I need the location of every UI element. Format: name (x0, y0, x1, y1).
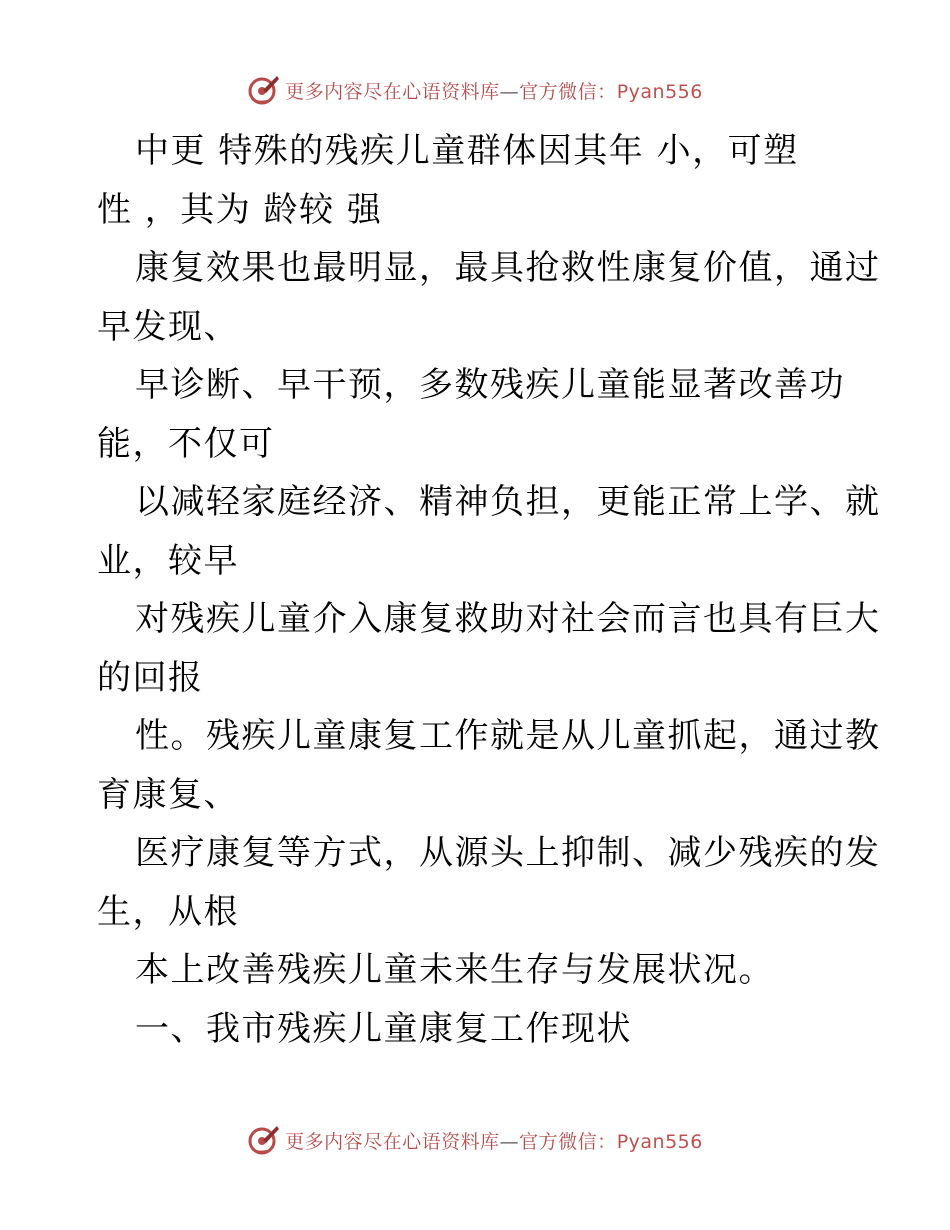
header-watermark (0, 70, 950, 110)
watermark-text (285, 1127, 703, 1154)
text-line: 对残疾儿童介入康复救助对社会而言也具有巨大 (135, 599, 881, 639)
text-line: 性。残疾儿童康复工作就是从儿童抓起，通过教 (135, 716, 881, 756)
text-line: 能，不仅可 (97, 423, 275, 464)
text-line: 以减轻家庭经济、精神负担，更能正常上学、就 (135, 482, 881, 522)
text-line: 早发现、 (97, 306, 239, 347)
text-line: 育康复、 (97, 774, 239, 815)
watermark-brand: 更多内容尽在心语资料库 (285, 80, 500, 103)
watermark-text (285, 77, 703, 104)
text-line: 本上改善残疾儿童未来生存与发展状况。 (135, 950, 774, 990)
text-line: 性 ，其为 龄较 强 (97, 189, 383, 230)
text-line: 的回报 (97, 657, 204, 698)
pen-nib-circle-icon (247, 1123, 281, 1157)
watermark-label: 官方微信： (519, 80, 617, 103)
text-line: 生，从根 (97, 891, 239, 932)
text-line: 业，较早 (97, 540, 239, 581)
watermark-account: Pyan556 (616, 80, 703, 103)
text-line: 医疗康复等方式，从源头上抑制、减少残疾的发 (135, 833, 881, 873)
watermark-separator: — (499, 1130, 520, 1153)
watermark-separator: — (499, 80, 520, 103)
pen-nib-circle-icon (247, 73, 281, 107)
document-body (97, 122, 881, 1058)
text-line: 中更 特殊的残疾儿童群体因其年 小，可塑 (135, 131, 799, 171)
text-line: 康复效果也最明显，最具抢救性康复价值，通过 (135, 248, 881, 288)
watermark-brand: 更多内容尽在心语资料库 (285, 1130, 500, 1153)
text-line: 早诊断、早干预，多数残疾儿童能显著改善功 (135, 365, 845, 405)
watermark-account: Pyan556 (616, 1130, 703, 1153)
watermark-label: 官方微信： (519, 1130, 617, 1153)
text-line: 一、我市残疾儿童康复工作现状 (135, 1008, 632, 1049)
footer-watermark (0, 1120, 950, 1160)
